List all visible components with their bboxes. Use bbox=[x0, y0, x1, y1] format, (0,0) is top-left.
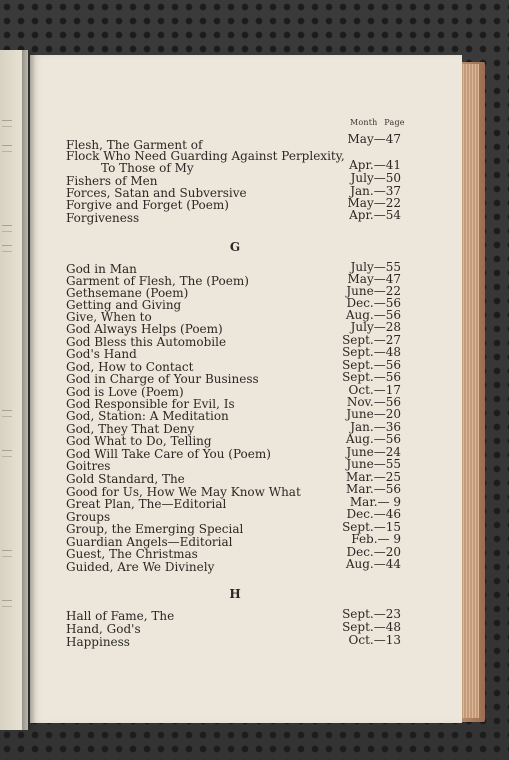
entry-date: Dec.—46 bbox=[346, 507, 401, 521]
entry-date: July—28 bbox=[350, 320, 401, 334]
index-entry bbox=[0, 557, 509, 574]
entry-title: Guardian Angels—Editorial bbox=[66, 535, 233, 549]
entry-title: God Will Take Care of You (Poem) bbox=[66, 447, 271, 461]
entry-date: Mar.—56 bbox=[346, 482, 401, 496]
entry-date: May—22 bbox=[347, 196, 401, 210]
entry-date: Sept.—15 bbox=[342, 520, 401, 534]
entry-title: God, Station: A Meditation bbox=[66, 409, 229, 423]
index-entry bbox=[0, 158, 509, 175]
entry-title: To Those of My bbox=[101, 161, 194, 175]
entry-title: Guided, Are We Divinely bbox=[66, 560, 215, 574]
entry-date: July—50 bbox=[350, 171, 401, 185]
entry-title: God's Hand bbox=[66, 347, 137, 361]
entry-date: Mar.—25 bbox=[346, 470, 401, 484]
entry-date: Jan.—36 bbox=[350, 420, 401, 434]
entry-date: Sept.—23 bbox=[342, 607, 401, 621]
entry-title: Give, When to bbox=[66, 310, 152, 324]
entry-date: Nov.—56 bbox=[346, 395, 401, 409]
entry-title: Guest, The Christmas bbox=[66, 547, 198, 561]
entry-title: God, They That Deny bbox=[66, 422, 195, 436]
entry-date: Mar.— 9 bbox=[349, 495, 401, 509]
entry-date: Sept.—56 bbox=[342, 358, 401, 372]
entry-date: Oct.—13 bbox=[348, 633, 401, 647]
column-headers bbox=[350, 118, 405, 127]
entry-title: Great Plan, The—Editorial bbox=[66, 497, 227, 511]
entry-title: God is Love (Poem) bbox=[66, 385, 184, 399]
entry-title: Garment of Flesh, The (Poem) bbox=[66, 274, 249, 288]
entry-date: June—24 bbox=[346, 445, 401, 459]
entry-date: Apr.—54 bbox=[349, 208, 401, 222]
entry-title: Hand, God's bbox=[66, 622, 141, 636]
entry-title: Fishers of Men bbox=[66, 174, 158, 188]
entry-title: Group, the Emerging Special bbox=[66, 522, 244, 536]
entry-date: Dec.—20 bbox=[346, 545, 401, 559]
entry-title: Forgive and Forget (Poem) bbox=[66, 198, 229, 212]
entry-date: Aug.—56 bbox=[345, 432, 401, 446]
entry-date: July—55 bbox=[350, 260, 401, 274]
facing-page-mark bbox=[2, 600, 12, 607]
entry-date: Jan.—37 bbox=[350, 184, 401, 198]
entry-date: Sept.—48 bbox=[342, 345, 401, 359]
page-column-header: Page bbox=[384, 118, 405, 127]
entry-title: God in Charge of Your Business bbox=[66, 372, 259, 386]
month-column-header: Month bbox=[350, 118, 378, 127]
entry-title: Forces, Satan and Subversive bbox=[66, 186, 247, 200]
index-entry bbox=[0, 482, 509, 499]
entry-title: God in Man bbox=[66, 262, 137, 276]
index-entry bbox=[0, 321, 509, 334]
entry-title: Goitres bbox=[66, 459, 111, 473]
entry-title: Getting and Giving bbox=[66, 298, 182, 312]
entry-title: God Responsible for Evil, Is bbox=[66, 397, 235, 411]
index-entry bbox=[0, 621, 509, 634]
index-entry bbox=[0, 433, 509, 446]
entry-date: Sept.—48 bbox=[342, 620, 401, 634]
entry-date: Dec.—56 bbox=[346, 296, 401, 310]
facing-page-mark bbox=[2, 245, 12, 252]
entry-title: Gold Standard, The bbox=[66, 472, 185, 486]
entry-date: Sept.—27 bbox=[342, 333, 401, 347]
index-entry bbox=[0, 171, 509, 188]
entry-title: God Always Helps (Poem) bbox=[66, 322, 223, 336]
entry-title: Hall of Fame, The bbox=[66, 609, 175, 623]
entry-title: Gethsemane (Poem) bbox=[66, 286, 189, 300]
entry-date: Sept.—56 bbox=[342, 370, 401, 384]
entry-date: May—47 bbox=[347, 132, 401, 146]
entry-title: Forgiveness bbox=[66, 211, 140, 225]
facing-page-mark bbox=[2, 225, 12, 232]
entry-date: Oct.—17 bbox=[348, 383, 401, 397]
index-entry bbox=[0, 532, 509, 549]
entry-title: Flesh, The Garment of bbox=[66, 138, 203, 152]
entry-title: Flock Who Need Guarding Against Perplexity, bbox=[66, 149, 345, 163]
index-entry bbox=[0, 608, 509, 621]
entry-date: June—22 bbox=[346, 284, 401, 298]
entry-date: Feb.— 9 bbox=[351, 532, 401, 546]
index-entry bbox=[0, 371, 509, 384]
index-entry bbox=[0, 634, 509, 647]
index-entry bbox=[0, 408, 509, 421]
entry-date: May—47 bbox=[347, 272, 401, 286]
index-entry bbox=[0, 458, 509, 471]
entry-title: God What to Do, Telling bbox=[66, 434, 212, 448]
entry-date: June—20 bbox=[346, 407, 401, 421]
entry-date: Apr.—41 bbox=[349, 158, 401, 172]
index-entry bbox=[0, 208, 509, 225]
facing-page-mark bbox=[2, 120, 12, 127]
entry-date: Aug.—44 bbox=[345, 557, 401, 571]
entry-title: Happiness bbox=[66, 635, 130, 649]
entry-title: God, How to Contact bbox=[66, 360, 194, 374]
entry-date: Aug.—56 bbox=[345, 308, 401, 322]
index-entry bbox=[0, 507, 509, 524]
index-entry bbox=[0, 132, 509, 152]
entry-date: June—55 bbox=[346, 457, 401, 471]
index-entry bbox=[0, 346, 509, 359]
section-letter: G bbox=[229, 240, 241, 254]
section-letter: H bbox=[229, 587, 241, 601]
entry-title: Groups bbox=[66, 510, 111, 524]
entry-title: God Bless this Automobile bbox=[66, 335, 227, 349]
entry-title: Good for Us, How We May Know What bbox=[66, 485, 301, 499]
